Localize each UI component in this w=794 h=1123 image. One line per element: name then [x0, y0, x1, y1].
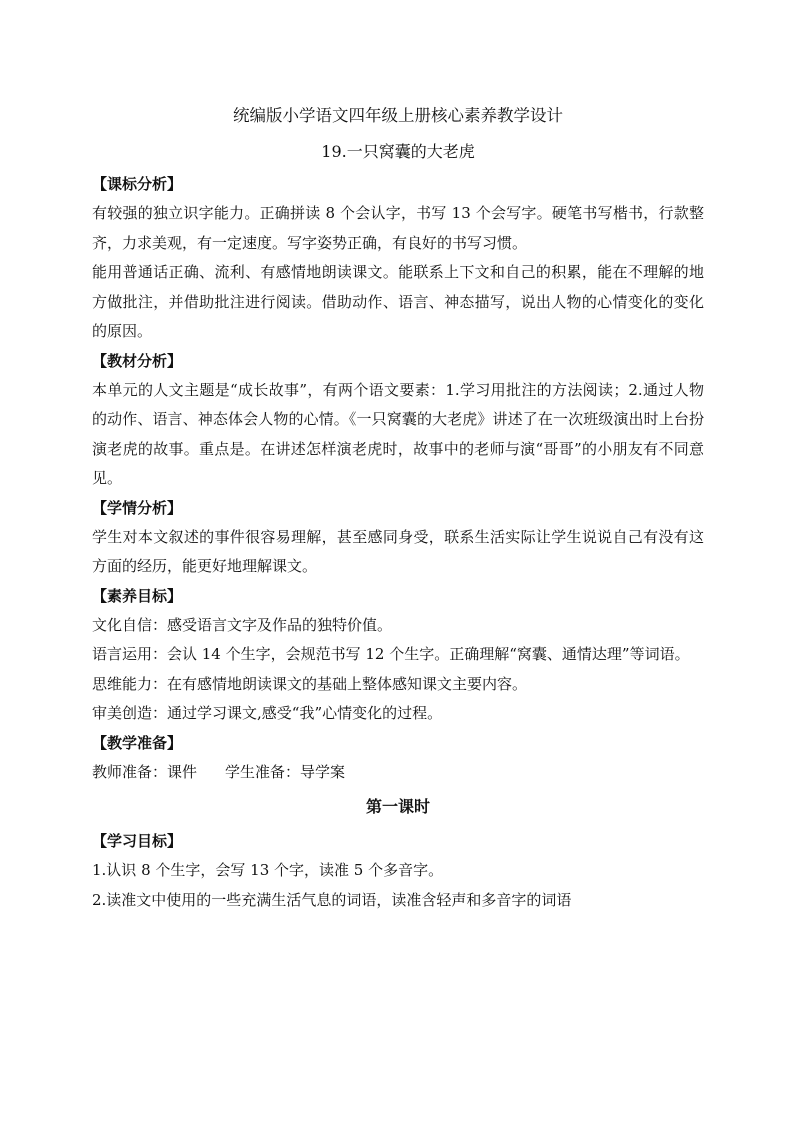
goal-item-culture: 文化自信：感受语言文字及作品的独特价值。 [92, 615, 393, 634]
students-paragraph-1: 学生对本文叙述的事件很容易理解，甚至感同身受，联系生活实际让学生说说自己有没有这方面的经历，能更好地理解课文。 [92, 527, 704, 575]
goal-item-language: 语言运用：会认 14 个生字，会规范书写 12 个生字。正确理解“窝囊、通情达理”等词语。 [92, 645, 690, 663]
section-heading-objectives: 【学习目标】 [92, 832, 183, 850]
curriculum-paragraph-2: 能用普通话正确、流利、有感情地朗读课文。能联系上下文和自己的积累，能在不理解的地方做批注，并借助批注进行阅读。借助动作、语言、神态描写，说出人物的心情变化的变化的原因。 [92, 263, 704, 340]
section-heading-students: 【学情分析】 [92, 498, 183, 517]
student-preparation: 学生准备：导学案 [225, 762, 346, 781]
textbook-paragraph-1: 本单元的人文主题是“成长故事”，有两个语文要素：1.学习用批注的方法阅读；2.通过人物的动作、语言、神态体会人物的心情。《一只窝囊的大老虎》讲述了在一次班级演出时上台扮演老虎的故事。重点是。在讲述怎样演老虎时，故事中的老师与演“哥哥”的小朋友有不同意见。 [92, 380, 704, 487]
preparation-line [92, 758, 704, 788]
document-page [92, 98, 704, 915]
chapter-title: 19.一只窝囊的大老虎 [321, 142, 475, 161]
section-heading-goals: 【素养目标】 [92, 586, 183, 605]
section-heading-preparation: 【教学准备】 [92, 733, 183, 752]
objective-item-1: 1.认识 8 个生字，会写 13 个字，读准 5 个多音字。 [92, 861, 444, 879]
document-title: 统编版小学语文四年级上册核心素养教学设计 [233, 106, 563, 125]
section-heading-textbook: 【教材分析】 [92, 351, 183, 370]
curriculum-paragraph-1: 有较强的独立识字能力。正确拼读 8 个会认字，书写 13 个会写字。硬笔书写楷书，行款整齐，力求美观，有一定速度。写字姿势正确，有良好的书写习惯。 [92, 204, 704, 252]
goal-item-thinking: 思维能力：在有感情地朗读课文的基础上整体感知课文主要内容。 [92, 674, 528, 693]
goal-item-aesthetic: 审美创造：通过学习课文,感受“我”心情变化的过程。 [92, 704, 443, 722]
teacher-preparation: 教师准备：课件 [92, 762, 198, 781]
lesson-title: 第一课时 [365, 797, 430, 816]
objective-item-2: 2.读准文中使用的一些充满生活气息的词语，读准含轻声和多音字的词语 [92, 890, 572, 909]
section-heading-curriculum: 【课标分析】 [92, 175, 183, 193]
